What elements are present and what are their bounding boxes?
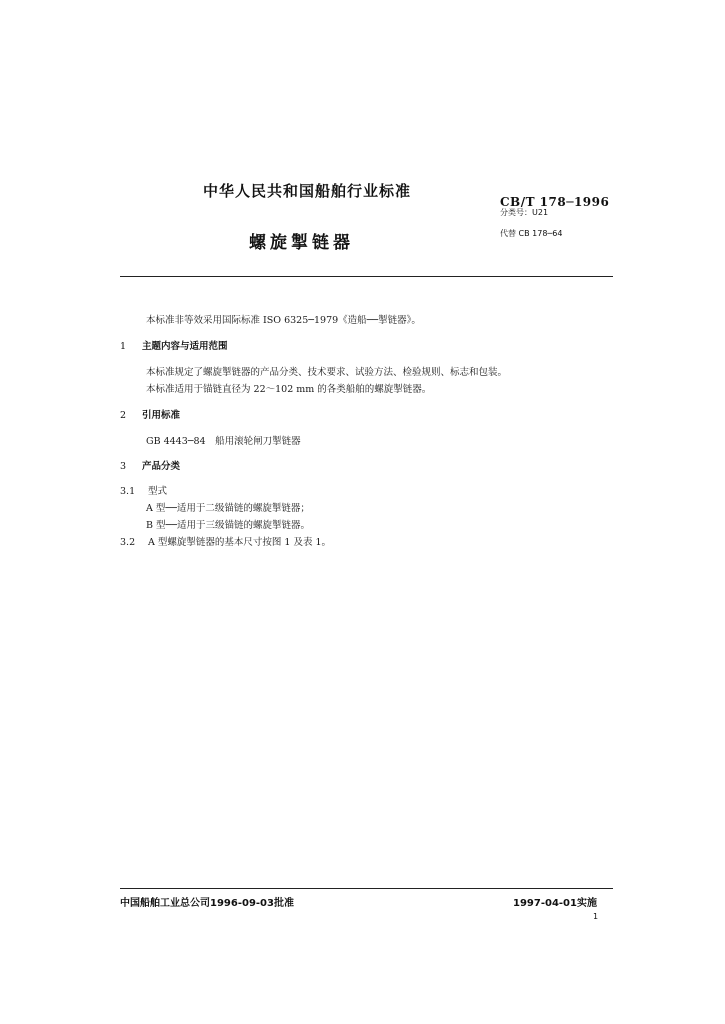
section-number: 2 [120, 410, 127, 421]
section-number: 1 [120, 341, 127, 352]
subsection-title: 型式 [148, 486, 168, 497]
subsection-number: 3.1 [120, 486, 136, 497]
page-number: 1 [593, 912, 599, 921]
standard-number: CB/T 178─1996 [500, 195, 610, 209]
approval-line: 中国船舶工业总公司1996-09-03批准 [120, 898, 294, 909]
subsection-number: 3.2 [120, 537, 136, 548]
section-title: 主题内容与适用范围 [142, 341, 228, 352]
org-title: 中华人民共和国船舶行业标准 [203, 182, 412, 200]
footer-divider [120, 888, 613, 889]
subsection-3-2 [120, 534, 331, 548]
section-title: 产品分类 [142, 461, 181, 472]
section-2-heading [120, 407, 180, 421]
implementation-date: 1997-04-01实施 [513, 898, 597, 909]
type-a-item: A 型──适用于二级锚链的螺旋掣链器； [146, 503, 310, 514]
section-1-heading [120, 338, 228, 352]
subsection-text: A 型螺旋掣链器的基本尺寸按图 1 及表 1。 [148, 537, 332, 548]
section-1-paragraph-1: 本标准规定了螺旋掣链器的产品分类、技术要求、试验方法、检验规则、标志和包装。 [146, 367, 508, 378]
classification-number: 分类号：U21 [500, 208, 549, 217]
section-3-heading [120, 458, 180, 472]
document-title: 螺旋掣链器 [249, 233, 354, 253]
section-number: 3 [120, 461, 127, 472]
subsection-3-1-heading [120, 483, 167, 497]
type-b-item: B 型──适用于三级锚链的螺旋掣链器。 [146, 520, 310, 531]
section-title: 引用标准 [142, 410, 181, 421]
intro-paragraph: 本标准非等效采用国际标准 ISO 6325─1979《造船──掣链器》。 [146, 315, 421, 326]
referenced-standard: GB 4443─84 船用滚轮闸刀掣链器 [146, 436, 301, 447]
section-1-paragraph-2: 本标准适用于锚链直径为 22～102 mm 的各类船舶的螺旋掣链器。 [146, 384, 432, 395]
replaces-standard: 代替 CB 178─64 [500, 229, 563, 238]
header-divider [120, 276, 613, 277]
